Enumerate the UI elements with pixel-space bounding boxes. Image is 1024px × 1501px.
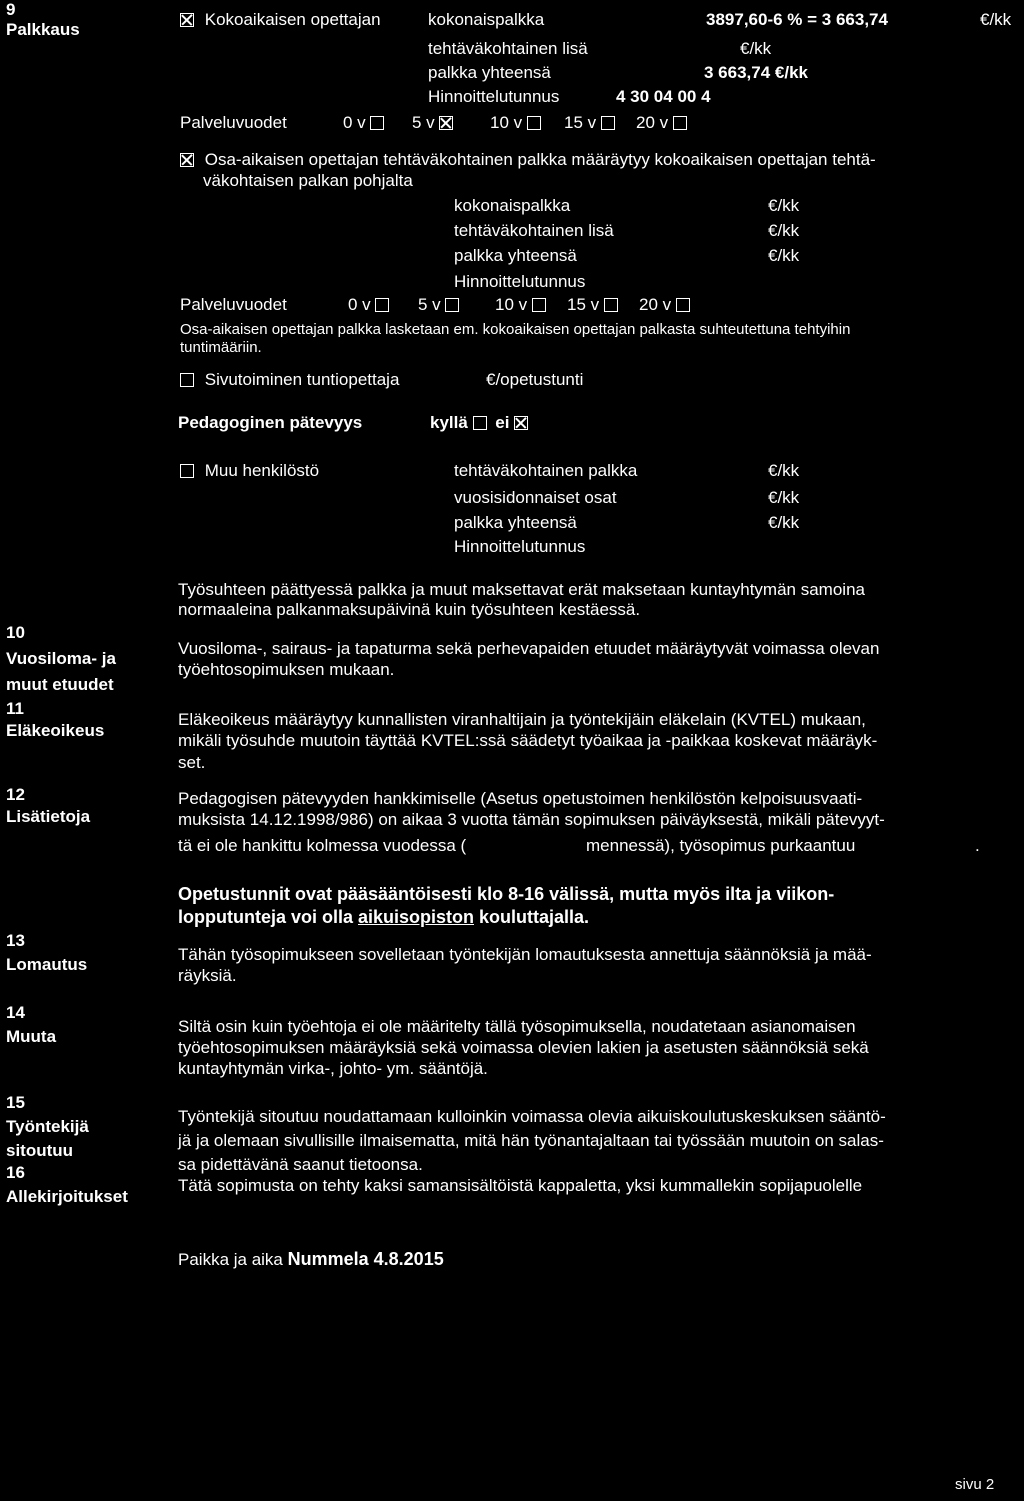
p13-line-2: räyksiä. [178, 966, 237, 985]
section-12-label: Lisätietoja [6, 807, 91, 826]
section-10-label-2: muut etuudet [6, 675, 114, 694]
service-years-1-opt-5[interactable]: 5 v [412, 113, 453, 133]
muu-row-1-unit: €/kk [768, 461, 800, 480]
parttime-kokonaispalkka-unit: €/kk [768, 196, 800, 215]
p14-line-3: kuntayhtymän virka-, johto- ym. sääntöjä. [178, 1059, 488, 1078]
section-16-number: 16 [6, 1163, 25, 1182]
p12-line-1: Pedagogisen pätevyyden hankkimiselle (Asetus opetustoimen henkilöstön kelpoisuusvaati- [178, 789, 863, 808]
fulltime-label: Kokoaikaisen opettajan [204, 10, 381, 29]
parttime-yhteensa-unit: €/kk [768, 246, 800, 265]
section-9-number: 9 [6, 0, 16, 19]
fulltime-kokonaispalkka-unit: €/kk [980, 10, 1012, 29]
fulltime-yhteensa-value: 3 663,74 €/kk [704, 63, 808, 82]
service-years-2-opt-15[interactable]: 15 v [567, 295, 618, 315]
section-11-number: 11 [6, 699, 24, 718]
service-years-1-opt-20[interactable]: 20 v [636, 113, 687, 133]
muu-row-1: tehtäväkohtainen palkka [454, 461, 638, 480]
muu-row-3-unit: €/kk [768, 513, 800, 532]
fulltime-kokonaispalkka-value: 3897,60-6 % = 3 663,74 [706, 10, 888, 29]
service-years-1-checkbox-15 [601, 116, 615, 130]
p13-line-1: Tähän työsopimukseen sovelletaan työntekijän lomautuksesta annettuja säännöksiä ja mää- [178, 945, 872, 964]
p15-line-3: sa pidettävänä saanut tietoonsa. [178, 1155, 423, 1174]
service-years-1-checkbox-5 [439, 116, 453, 130]
service-years-2-opt-10[interactable]: 10 v [495, 295, 546, 315]
fulltime-lisa-label: tehtäväkohtainen lisä [428, 39, 588, 58]
parttime-kokonaispalkka-label: kokonaispalkka [454, 196, 571, 215]
service-years-1-checkbox-20 [673, 116, 687, 130]
section-11-label: Eläkeoikeus [6, 721, 105, 740]
p12-line-2: muksista 14.12.1998/986) on aikaa 3 vuotta tämän sopimuksen päiväyksestä, mikäli pätevyyt- [178, 810, 885, 829]
pedagoginen-no-checkbox[interactable] [514, 416, 528, 430]
parttime-note-1: Osa-aikaisen opettajan palkka lasketaan em. kokoaikaisen opettajan palkasta suhteutettuna tehtyihin [180, 321, 851, 338]
parttime-row [180, 150, 876, 170]
parttime-text-2: väkohtaisen palkan pohjalta [203, 171, 413, 190]
bold-line-1: Opetustunnit ovat pääsääntöisesti klo 8-16 välissä, mutta myös ilta ja viikon- [178, 884, 835, 904]
section-9-label: Palkkaus [6, 20, 80, 39]
parttime-hinnoittelu-label: Hinnoittelutunnus [454, 272, 586, 291]
fulltime-kokonaispalkka-label: kokonaispalkka [428, 10, 545, 29]
page-number: sivu 2 [955, 1476, 995, 1493]
fulltime-checkbox[interactable] [180, 13, 194, 27]
section-10-label-1: Vuosiloma- ja [6, 649, 116, 668]
p14-line-2: työehtosopimuksen määräyksiä sekä voimassa olevien lakien ja asetusten säännöksiä sekä [178, 1038, 869, 1057]
fulltime-row [180, 10, 381, 30]
service-years-1-checkbox-0 [370, 116, 384, 130]
muu-row-3: palkka yhteensä [454, 513, 577, 532]
sivutoiminen-checkbox[interactable] [180, 373, 194, 387]
place-label: Paikka ja aika [178, 1250, 283, 1269]
pedagoginen-yes-label: kyllä [430, 413, 468, 432]
muu-label: Muu henkilöstö [204, 461, 320, 480]
parttime-text-1: Osa-aikaisen opettajan tehtäväkohtainen palkka määräytyy kokoaikaisen opettajan tehtä- [204, 150, 876, 169]
p-end-line-2: normaaleina palkanmaksupäivinä kuin työsuhteen kestäessä. [178, 600, 641, 619]
section-15-label-1: Työntekijä [6, 1117, 89, 1136]
service-years-1-opt-0[interactable]: 0 v [343, 113, 384, 133]
section-13-number: 13 [6, 931, 25, 950]
parttime-checkbox[interactable] [180, 153, 194, 167]
fulltime-hinnoittelu-value: 4 30 04 00 4 [616, 87, 711, 106]
section-14-number: 14 [6, 1003, 25, 1022]
service-years-1-label: Palveluvuodet [180, 113, 287, 132]
service-years-2-checkbox-15 [604, 298, 618, 312]
muu-row-2-unit: €/kk [768, 488, 800, 507]
service-years-1-checkbox-10 [527, 116, 541, 130]
p12-line-3c: . [975, 836, 980, 855]
pedagoginen-options [430, 413, 528, 433]
p11-line-2: mikäli työsuhde muutoin täyttää KVTEL:ssä säädetyt työaikaa ja -paikkaa koskevat määräyk- [178, 731, 878, 750]
muu-row [180, 461, 319, 481]
p12-line-3b: mennessä), työsopimus purkaantuu [586, 836, 856, 855]
p16-line: Tätä sopimusta on tehty kaksi samansisältöistä kappaletta, yksi kummallekin sopijapuolelle [178, 1176, 863, 1195]
service-years-2-checkbox-5 [445, 298, 459, 312]
p11-line-3: set. [178, 753, 206, 772]
place-value: Nummela 4.8.2015 [287, 1249, 444, 1269]
service-years-2-opt-0[interactable]: 0 v [348, 295, 389, 315]
p11-line-1: Eläkeoikeus määräytyy kunnallisten viranhaltijain ja työntekijäin eläkelain (KVTEL) mukaan, [178, 710, 866, 729]
muu-checkbox[interactable] [180, 464, 194, 478]
service-years-2-opt-5[interactable]: 5 v [418, 295, 459, 315]
aikuisopisto-underlined: aikuisopiston [358, 907, 475, 927]
p15-line-1: Työntekijä sitoutuu noudattamaan kulloinkin voimassa olevia aikuiskoulutuskeskuksen sääntö- [178, 1107, 886, 1126]
pedagoginen-yes-checkbox[interactable] [473, 416, 487, 430]
sivutoiminen-label: Sivutoiminen tuntiopettaja [204, 370, 400, 389]
pedagoginen-label: Pedagoginen pätevyys [178, 413, 363, 432]
p15-line-2: jä ja olemaan sivullisille ilmaisematta, mitä hän työnantajaltaan tai työssään muutoin on salas- [178, 1131, 884, 1150]
muu-row-4: Hinnoittelutunnus [454, 537, 586, 556]
parttime-yhteensa-label: palkka yhteensä [454, 246, 577, 265]
p10-line-2: työehtosopimuksen mukaan. [178, 660, 395, 679]
p-end-line-1: Työsuhteen päättyessä palkka ja muut maksettavat erät maksetaan kuntayhtymän samoina [178, 580, 865, 599]
section-14-label: Muuta [6, 1027, 57, 1046]
section-10-number: 10 [6, 623, 25, 642]
section-12-number: 12 [6, 785, 25, 804]
service-years-1-opt-10[interactable]: 10 v [490, 113, 541, 133]
service-years-2-label: Palveluvuodet [180, 295, 287, 314]
muu-row-2: vuosisidonnaiset osat [454, 488, 617, 507]
parttime-lisa-unit: €/kk [768, 221, 800, 240]
p10-line-1: Vuosiloma-, sairaus- ja tapaturma sekä perhevapaiden etuudet määräytyvät voimassa olevan [178, 639, 880, 658]
section-15-label-2: sitoutuu [6, 1141, 74, 1160]
fulltime-yhteensa-label: palkka yhteensä [428, 63, 551, 82]
service-years-2-checkbox-20 [676, 298, 690, 312]
sivutoiminen-unit: €/opetustunti [486, 370, 584, 389]
pedagoginen-no-label: ei [495, 413, 510, 432]
parttime-note-2: tuntimääriin. [180, 339, 262, 356]
fulltime-hinnoittelu-label: Hinnoittelutunnus [428, 87, 560, 106]
fulltime-lisa-unit: €/kk [740, 39, 772, 58]
service-years-2-checkbox-10 [532, 298, 546, 312]
service-years-1-opt-15[interactable]: 15 v [564, 113, 615, 133]
service-years-2-opt-20[interactable]: 20 v [639, 295, 690, 315]
sivutoiminen-row [180, 370, 399, 390]
service-years-2-checkbox-0 [375, 298, 389, 312]
p14-line-1: Siltä osin kuin työehtoja ei ole määritelty tällä työsopimuksella, noudatetaan asianomaisen [178, 1017, 856, 1036]
section-15-number: 15 [6, 1093, 25, 1112]
section-13-label: Lomautus [6, 955, 88, 974]
parttime-lisa-label: tehtäväkohtainen lisä [454, 221, 614, 240]
p12-line-3a: tä ei ole hankittu kolmessa vuodessa ( [178, 836, 467, 855]
bold-line-2: lopputunteja voi olla aikuisopiston kouluttajalla. [178, 907, 590, 927]
place-and-date [178, 1249, 444, 1270]
section-16-label: Allekirjoitukset [6, 1187, 128, 1206]
